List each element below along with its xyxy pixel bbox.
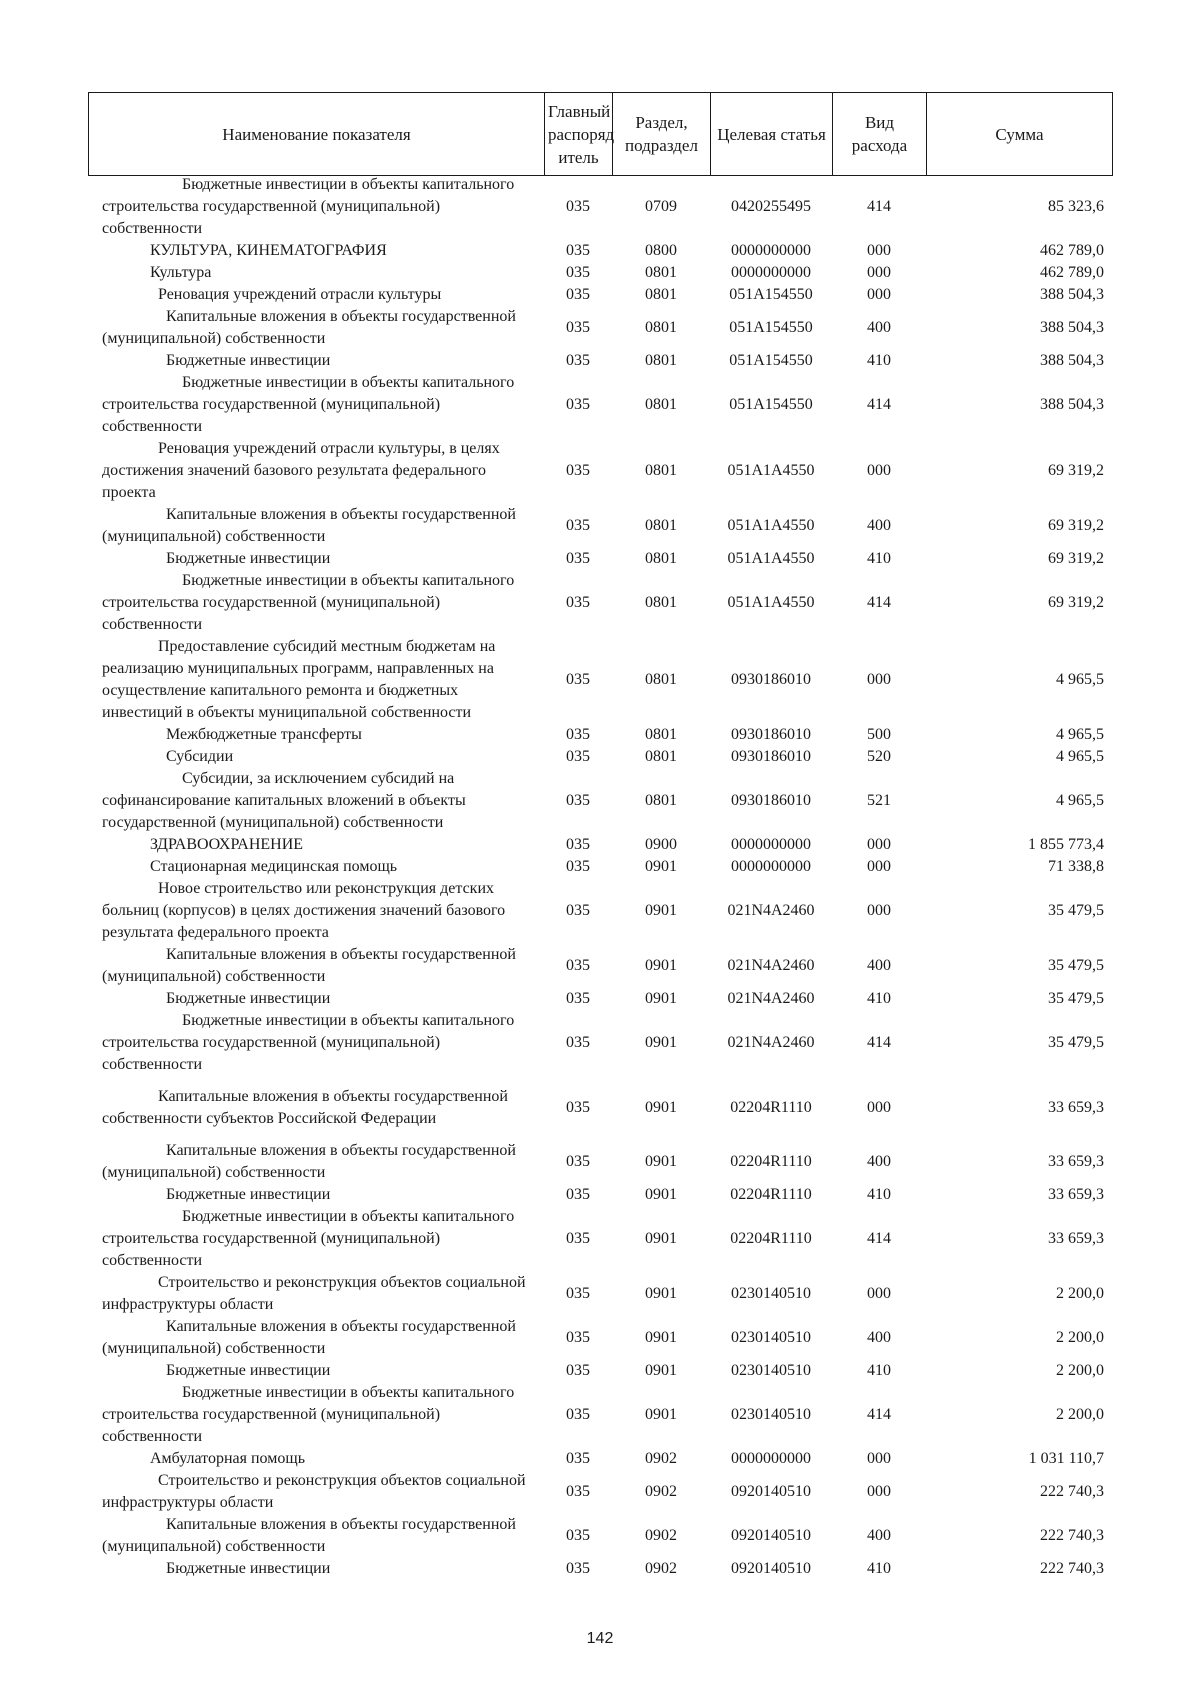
row-section: 0901 (645, 1362, 677, 1379)
row-name (88, 636, 544, 724)
row-chief-manager: 035 (566, 957, 590, 974)
row-name (88, 1010, 544, 1076)
row-name-text: Межбюджетные трансферты (166, 726, 362, 743)
row-expense-type: 410 (867, 1362, 891, 1379)
row-section: 0801 (645, 319, 677, 336)
row-sum: 71 338,8 (1048, 858, 1104, 875)
row-name-text: Бюджетные инвестиции (166, 1362, 331, 1379)
row-sum: 2 200,0 (1056, 1329, 1104, 1346)
header-target-item: Целевая статья (711, 93, 833, 176)
row-target-item: 0920140510 (731, 1560, 811, 1577)
page-number: 142 (586, 1630, 614, 1647)
row-target-item: 02204R1110 (730, 1153, 812, 1170)
row-expense-type: 410 (867, 990, 891, 1007)
table-row (88, 1316, 1112, 1360)
row-sum: 69 319,2 (1048, 550, 1104, 567)
row-name-text: Бюджетные инвестиции в объекты капитального строительства государственной (муниципальной) собственности (102, 1208, 515, 1269)
row-name-text: Капитальные вложения в объекты государственной (муниципальной) собственности (102, 946, 516, 985)
row-chief-manager: 035 (566, 836, 590, 853)
table-row (88, 724, 1112, 746)
row-target-item: 051A154550 (729, 319, 813, 336)
row-expense-type: 000 (867, 242, 891, 259)
row-expense-type: 400 (867, 957, 891, 974)
table-row (88, 1010, 1112, 1076)
row-name-text: Бюджетные инвестиции в объекты капитального строительства государственной (муниципальной) собственности (102, 176, 515, 237)
row-chief-manager: 035 (566, 671, 590, 688)
row-name-text: Реновация учреждений отрасли культуры, в целях достижения значений базового результата федерального проекта (102, 440, 500, 501)
row-chief-manager: 035 (566, 1406, 590, 1423)
row-chief-manager: 035 (566, 1527, 590, 1544)
row-sum: 35 479,5 (1048, 1034, 1104, 1051)
row-section: 0901 (645, 957, 677, 974)
row-section: 0902 (645, 1450, 677, 1467)
table-row (88, 1514, 1112, 1558)
row-expense-type: 410 (867, 550, 891, 567)
row-sum: 4 965,5 (1056, 792, 1104, 809)
row-chief-manager: 035 (566, 990, 590, 1007)
row-chief-manager: 035 (566, 902, 590, 919)
row-chief-manager: 035 (566, 1034, 590, 1051)
row-chief-manager: 035 (566, 1450, 590, 1467)
row-expense-type: 410 (867, 1560, 891, 1577)
budget-table (88, 174, 1112, 1580)
row-chief-manager: 035 (566, 198, 590, 215)
table-row (88, 1206, 1112, 1272)
row-section: 0901 (645, 902, 677, 919)
table-row (88, 878, 1112, 944)
row-target-item: 0920140510 (731, 1483, 811, 1500)
row-expense-type: 000 (867, 1099, 891, 1116)
row-section: 0901 (645, 1406, 677, 1423)
row-name-text: Капитальные вложения в объекты государственной (муниципальной) собственности (102, 308, 516, 347)
row-chief-manager: 035 (566, 1560, 590, 1577)
row-section: 0901 (645, 858, 677, 875)
row-sum: 35 479,5 (1048, 990, 1104, 1007)
row-name-text: Новое строительство или реконструкция детских больниц (корпусов) в целях достижения значений базового результата федерального проекта (102, 880, 506, 941)
row-chief-manager: 035 (566, 1285, 590, 1302)
row-name (88, 944, 544, 988)
row-name (88, 1470, 544, 1514)
row-section: 0801 (645, 671, 677, 688)
table-row (88, 504, 1112, 548)
row-expense-type: 414 (867, 1230, 891, 1247)
row-target-item: 051A1A4550 (727, 594, 815, 611)
row-name (88, 350, 544, 372)
row-target-item: 021N4A2460 (727, 957, 815, 974)
row-name (88, 1316, 544, 1360)
row-sum: 462 789,0 (1040, 264, 1104, 281)
row-name-text: Бюджетные инвестиции в объекты капитального строительства государственной (муниципальной) собственности (102, 1012, 515, 1073)
row-section: 0901 (645, 1153, 677, 1170)
row-expense-type: 400 (867, 1153, 891, 1170)
table-row (88, 1470, 1112, 1514)
row-chief-manager: 035 (566, 1099, 590, 1116)
row-target-item: 0420255495 (731, 198, 811, 215)
row-expense-type: 000 (867, 462, 891, 479)
row-name-text: Предоставление субсидий местным бюджетам на реализацию муниципальных программ, направленных на осуществление капитального ремонта и бюджетных инвестиций в объекты муниципальной собственности (102, 638, 496, 721)
row-section: 0801 (645, 264, 677, 281)
row-chief-manager: 035 (566, 550, 590, 567)
row-name-text: Стационарная медицинская помощь (150, 858, 398, 875)
row-section: 0901 (645, 1285, 677, 1302)
row-target-item: 0230140510 (731, 1285, 811, 1302)
row-expense-type: 000 (867, 264, 891, 281)
row-target-item: 0000000000 (731, 858, 811, 875)
row-chief-manager: 035 (566, 319, 590, 336)
row-sum: 1 855 773,4 (1028, 836, 1104, 853)
row-sum: 462 789,0 (1040, 242, 1104, 259)
row-target-item: 021N4A2460 (727, 902, 815, 919)
row-section: 0801 (645, 726, 677, 743)
row-name (88, 1360, 544, 1382)
row-target-item: 02204R1110 (730, 1230, 812, 1247)
row-name (88, 878, 544, 944)
row-name-text: ЗДРАВООХРАНЕНИЕ (150, 836, 304, 853)
row-chief-manager: 035 (566, 792, 590, 809)
row-expense-type: 414 (867, 1034, 891, 1051)
row-expense-type: 521 (867, 792, 891, 809)
row-section: 0801 (645, 352, 677, 369)
table-header (88, 92, 1113, 176)
table-row (88, 1360, 1112, 1382)
row-sum: 4 965,5 (1056, 671, 1104, 688)
header-name: Наименование показателя (89, 93, 545, 176)
table-row (88, 834, 1112, 856)
table-row (88, 174, 1112, 240)
row-expense-type: 000 (867, 286, 891, 303)
row-expense-type: 520 (867, 748, 891, 765)
row-name (88, 1272, 544, 1316)
row-section: 0801 (645, 550, 677, 567)
row-expense-type: 414 (867, 594, 891, 611)
row-name (88, 746, 544, 768)
table-row (88, 1076, 1112, 1140)
row-name (88, 262, 544, 284)
row-chief-manager: 035 (566, 396, 590, 413)
row-name (88, 174, 544, 240)
row-chief-manager: 035 (566, 517, 590, 534)
row-section: 0901 (645, 1034, 677, 1051)
row-target-item: 0230140510 (731, 1329, 811, 1346)
row-section: 0901 (645, 990, 677, 1007)
row-expense-type: 410 (867, 352, 891, 369)
row-target-item: 0000000000 (731, 264, 811, 281)
row-sum: 388 504,3 (1040, 352, 1104, 369)
row-sum: 222 740,3 (1040, 1560, 1104, 1577)
row-expense-type: 400 (867, 1527, 891, 1544)
row-expense-type: 000 (867, 1285, 891, 1302)
row-sum: 222 740,3 (1040, 1527, 1104, 1544)
row-name (88, 1206, 544, 1272)
row-name (88, 724, 544, 746)
row-name (88, 548, 544, 570)
row-chief-manager: 035 (566, 264, 590, 281)
row-name (88, 284, 544, 306)
row-name (88, 1076, 544, 1140)
table-row (88, 1382, 1112, 1448)
table-row (88, 988, 1112, 1010)
table-row (88, 768, 1112, 834)
row-name-text: Амбулаторная помощь (150, 1450, 305, 1467)
row-chief-manager: 035 (566, 1362, 590, 1379)
row-expense-type: 000 (867, 671, 891, 688)
row-target-item: 051A1A4550 (727, 517, 815, 534)
header-expense-type: Вид расхода (833, 93, 927, 176)
row-section: 0801 (645, 462, 677, 479)
row-target-item: 021N4A2460 (727, 990, 815, 1007)
table-row (88, 438, 1112, 504)
table-row (88, 1272, 1112, 1316)
row-expense-type: 400 (867, 517, 891, 534)
row-sum: 388 504,3 (1040, 396, 1104, 413)
row-name (88, 1448, 544, 1470)
row-chief-manager: 035 (566, 1186, 590, 1203)
row-target-item: 051A154550 (729, 396, 813, 413)
row-sum: 2 200,0 (1056, 1362, 1104, 1379)
row-expense-type: 414 (867, 396, 891, 413)
row-target-item: 0000000000 (731, 242, 811, 259)
row-section: 0901 (645, 1099, 677, 1116)
row-chief-manager: 035 (566, 462, 590, 479)
row-expense-type: 400 (867, 319, 891, 336)
row-name (88, 570, 544, 636)
row-section: 0709 (645, 198, 677, 215)
table-row (88, 262, 1112, 284)
row-target-item: 051A154550 (729, 352, 813, 369)
row-target-item: 0930186010 (731, 726, 811, 743)
row-name (88, 1514, 544, 1558)
row-sum: 4 965,5 (1056, 726, 1104, 743)
row-name (88, 372, 544, 438)
row-section: 0900 (645, 836, 677, 853)
row-section: 0801 (645, 792, 677, 809)
row-section: 0902 (645, 1483, 677, 1500)
row-expense-type: 000 (867, 858, 891, 875)
row-target-item: 0930186010 (731, 792, 811, 809)
row-target-item: 0930186010 (731, 671, 811, 688)
row-name (88, 306, 544, 350)
row-section: 0901 (645, 1230, 677, 1247)
row-sum: 69 319,2 (1048, 517, 1104, 534)
row-section: 0801 (645, 286, 677, 303)
row-name-text: Реновация учреждений отрасли культуры (158, 286, 442, 303)
row-name-text: Субсидии (166, 748, 234, 765)
table-row (88, 944, 1112, 988)
table-row (88, 548, 1112, 570)
row-sum: 388 504,3 (1040, 286, 1104, 303)
row-chief-manager: 035 (566, 242, 590, 259)
row-section: 0801 (645, 396, 677, 413)
row-name-text: КУЛЬТУРА, КИНЕМАТОГРАФИЯ (150, 242, 387, 259)
table-row (88, 570, 1112, 636)
table-row (88, 1184, 1112, 1206)
row-sum: 222 740,3 (1040, 1483, 1104, 1500)
table-row (88, 856, 1112, 878)
row-name-text: Капитальные вложения в объекты государственной (муниципальной) собственности (102, 506, 516, 545)
row-chief-manager: 035 (566, 1230, 590, 1247)
row-target-item: 051A154550 (729, 286, 813, 303)
row-name-text: Субсидии, за исключением субсидий на софинансирование капитальных вложений в объекты государственной (муниципальной) собственности (102, 770, 466, 831)
row-section: 0902 (645, 1527, 677, 1544)
row-section: 0901 (645, 1186, 677, 1203)
row-sum: 2 200,0 (1056, 1406, 1104, 1423)
table-row (88, 746, 1112, 768)
row-name (88, 856, 544, 878)
row-chief-manager: 035 (566, 286, 590, 303)
row-expense-type: 400 (867, 1329, 891, 1346)
row-section: 0800 (645, 242, 677, 259)
row-sum: 33 659,3 (1048, 1186, 1104, 1203)
row-sum: 35 479,5 (1048, 902, 1104, 919)
table-row (88, 306, 1112, 350)
row-expense-type: 500 (867, 726, 891, 743)
row-chief-manager: 035 (566, 748, 590, 765)
row-section: 0902 (645, 1560, 677, 1577)
row-name-text: Бюджетные инвестиции в объекты капитального строительства государственной (муниципальной) собственности (102, 374, 515, 435)
row-target-item: 0000000000 (731, 836, 811, 853)
table-row (88, 1558, 1112, 1580)
row-sum: 33 659,3 (1048, 1099, 1104, 1116)
row-name-text: Бюджетные инвестиции (166, 990, 331, 1007)
row-chief-manager: 035 (566, 726, 590, 743)
row-name-text: Бюджетные инвестиции (166, 550, 331, 567)
row-name (88, 1382, 544, 1448)
row-name (88, 438, 544, 504)
row-target-item: 0230140510 (731, 1362, 811, 1379)
row-name-text: Капитальные вложения в объекты государственной собственности субъектов Российской Федерации (102, 1088, 508, 1127)
row-name-text: Бюджетные инвестиции (166, 352, 331, 369)
row-target-item: 051A1A4550 (727, 462, 815, 479)
row-expense-type: 414 (867, 1406, 891, 1423)
row-expense-type: 410 (867, 1186, 891, 1203)
row-sum: 4 965,5 (1056, 748, 1104, 765)
header-section: Раздел, подраздел (613, 93, 711, 176)
row-chief-manager: 035 (566, 1329, 590, 1346)
row-target-item: 0920140510 (731, 1527, 811, 1544)
row-sum: 33 659,3 (1048, 1153, 1104, 1170)
row-name-text: Бюджетные инвестиции (166, 1186, 331, 1203)
row-target-item: 0930186010 (731, 748, 811, 765)
row-sum: 69 319,2 (1048, 462, 1104, 479)
row-name-text: Строительство и реконструкция объектов социальной инфраструктуры области (102, 1274, 526, 1313)
row-target-item: 02204R1110 (730, 1099, 812, 1116)
row-name-text: Строительство и реконструкция объектов социальной инфраструктуры области (102, 1472, 526, 1511)
row-name (88, 240, 544, 262)
row-target-item: 0230140510 (731, 1406, 811, 1423)
row-chief-manager: 035 (566, 858, 590, 875)
row-sum: 35 479,5 (1048, 957, 1104, 974)
row-expense-type: 000 (867, 902, 891, 919)
row-target-item: 02204R1110 (730, 1186, 812, 1203)
table-row (88, 1448, 1112, 1470)
row-chief-manager: 035 (566, 594, 590, 611)
row-sum: 2 200,0 (1056, 1285, 1104, 1302)
row-sum: 1 031 110,7 (1028, 1450, 1104, 1467)
table-row (88, 240, 1112, 262)
table-row (88, 284, 1112, 306)
row-name-text: Капитальные вложения в объекты государственной (муниципальной) собственности (102, 1142, 516, 1181)
row-section: 0801 (645, 517, 677, 534)
row-sum: 33 659,3 (1048, 1230, 1104, 1247)
row-expense-type: 000 (867, 1483, 891, 1500)
row-name (88, 834, 544, 856)
row-name (88, 988, 544, 1010)
row-expense-type: 000 (867, 1450, 891, 1467)
row-expense-type: 000 (867, 836, 891, 853)
row-target-item: 051A1A4550 (727, 550, 815, 567)
row-section: 0801 (645, 748, 677, 765)
row-name-text: Капитальные вложения в объекты государственной (муниципальной) собственности (102, 1516, 516, 1555)
row-section: 0901 (645, 1329, 677, 1346)
row-name (88, 1184, 544, 1206)
table-row (88, 350, 1112, 372)
row-target-item: 021N4A2460 (727, 1034, 815, 1051)
row-sum: 85 323,6 (1048, 198, 1104, 215)
row-name-text: Бюджетные инвестиции в объекты капитального строительства государственной (муниципальной) собственности (102, 572, 515, 633)
row-chief-manager: 035 (566, 352, 590, 369)
row-name-text: Культура (150, 264, 212, 281)
row-section: 0801 (645, 594, 677, 611)
table-body (88, 174, 1112, 1580)
row-target-item: 0000000000 (731, 1450, 811, 1467)
row-chief-manager: 035 (566, 1153, 590, 1170)
table-row (88, 372, 1112, 438)
row-name-text: Бюджетные инвестиции (166, 1560, 331, 1577)
header-sum: Сумма (927, 93, 1113, 176)
row-name (88, 1558, 544, 1580)
row-sum: 388 504,3 (1040, 319, 1104, 336)
row-name (88, 1140, 544, 1184)
row-expense-type: 414 (867, 198, 891, 215)
row-chief-manager: 035 (566, 1483, 590, 1500)
table-row (88, 1140, 1112, 1184)
row-name-text: Капитальные вложения в объекты государственной (муниципальной) собственности (102, 1318, 516, 1357)
row-name-text: Бюджетные инвестиции в объекты капитального строительства государственной (муниципальной) собственности (102, 1384, 515, 1445)
table-row (88, 636, 1112, 724)
header-chief-manager: Главный распоряд итель (545, 93, 613, 176)
row-name (88, 768, 544, 834)
row-sum: 69 319,2 (1048, 594, 1104, 611)
row-name (88, 504, 544, 548)
